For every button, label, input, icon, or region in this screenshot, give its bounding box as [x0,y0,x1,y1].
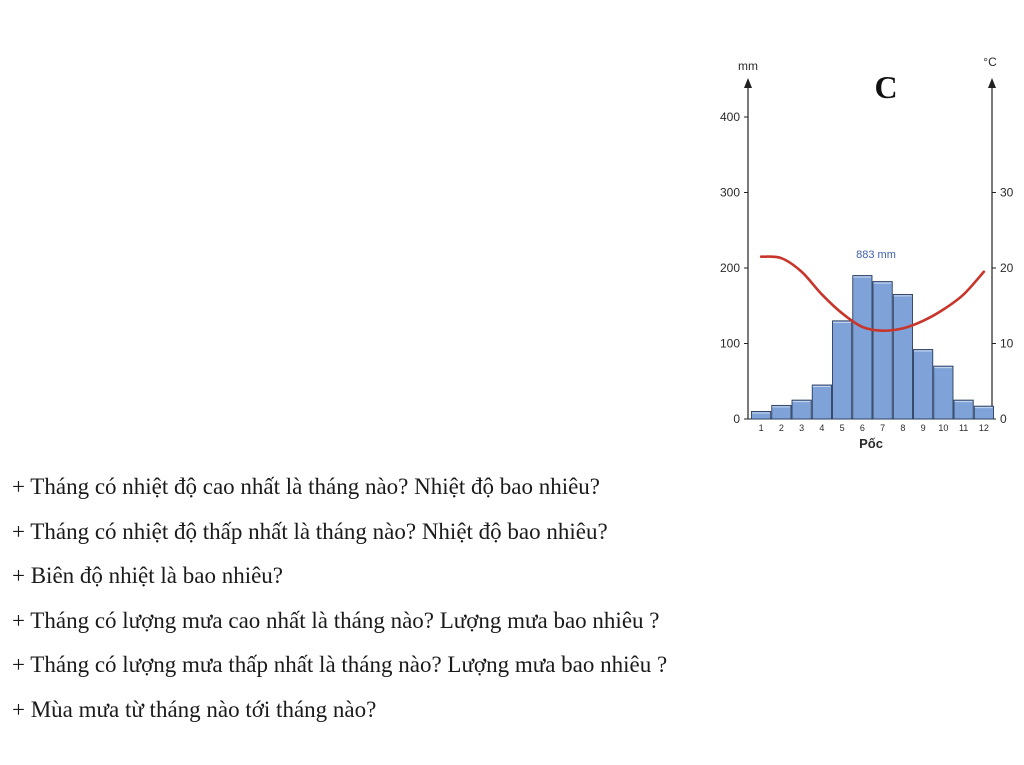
month-label: 8 [900,423,906,433]
right-axis-arrow [988,78,996,88]
climate-chart [690,50,1024,460]
right-tick-label: 20 [1000,261,1014,275]
temperature-line [761,257,984,331]
month-label: 11 [958,423,969,433]
right-tick-label: 30 [1000,185,1014,200]
left-axis-arrow [744,78,752,88]
rain-bar [893,294,912,419]
right-unit-label: °C [983,55,997,69]
left-tick-label: 200 [719,261,740,275]
month-label: 1 [758,423,764,433]
rain-bar [853,276,872,419]
rain-bar [914,350,933,419]
question-item: + Tháng có lượng mưa cao nhất là tháng nào? Lượng mưa bao nhiêu ? [12,607,660,633]
left-tick-label: 0 [733,412,740,426]
question-item: + Tháng có nhiệt độ cao nhất là tháng nào? Nhiệt độ bao nhiêu? [12,474,601,499]
month-label: 3 [799,423,805,433]
right-tick-label: 0 [1000,412,1007,426]
month-label: 4 [819,423,825,433]
question-item: + Biên độ nhiệt là bao nhiêu? [12,563,284,589]
rain-bar [792,400,811,419]
question-item: + Tháng có lượng mưa thấp nhất là tháng nào? Lượng mưa bao nhiêu ? [12,652,668,678]
month-label: 9 [920,423,926,433]
rain-bar [954,400,973,419]
month-label: 12 [978,423,989,433]
right-tick-label: 10 [1000,336,1014,351]
question-item: + Mùa mưa từ tháng nào tới tháng nào? [12,696,377,722]
left-tick-label: 300 [719,185,740,200]
left-unit-label: mm [738,59,758,73]
month-label: 10 [938,423,949,433]
rain-bar [873,282,892,419]
left-tick-label: 400 [719,110,740,124]
rain-total-label: 883 mm [856,249,896,261]
month-label: 2 [778,423,784,433]
temperature-line-group [761,257,984,331]
rain-bar [833,321,852,419]
rain-bars [752,276,994,419]
month-label: 5 [839,423,845,433]
question-item: + Tháng có nhiệt độ thấp nhất là tháng nào? Nhiệt độ bao nhiêu? [12,518,608,544]
rain-bar [772,405,791,419]
chart-title: C [874,69,898,105]
month-label: 7 [880,423,886,433]
rain-bar [812,385,831,419]
question-list [12,470,1012,738]
month-label: 6 [859,423,865,433]
station-name: Pốc [859,436,883,451]
left-tick-label: 100 [719,336,740,351]
rain-bar [934,366,953,419]
